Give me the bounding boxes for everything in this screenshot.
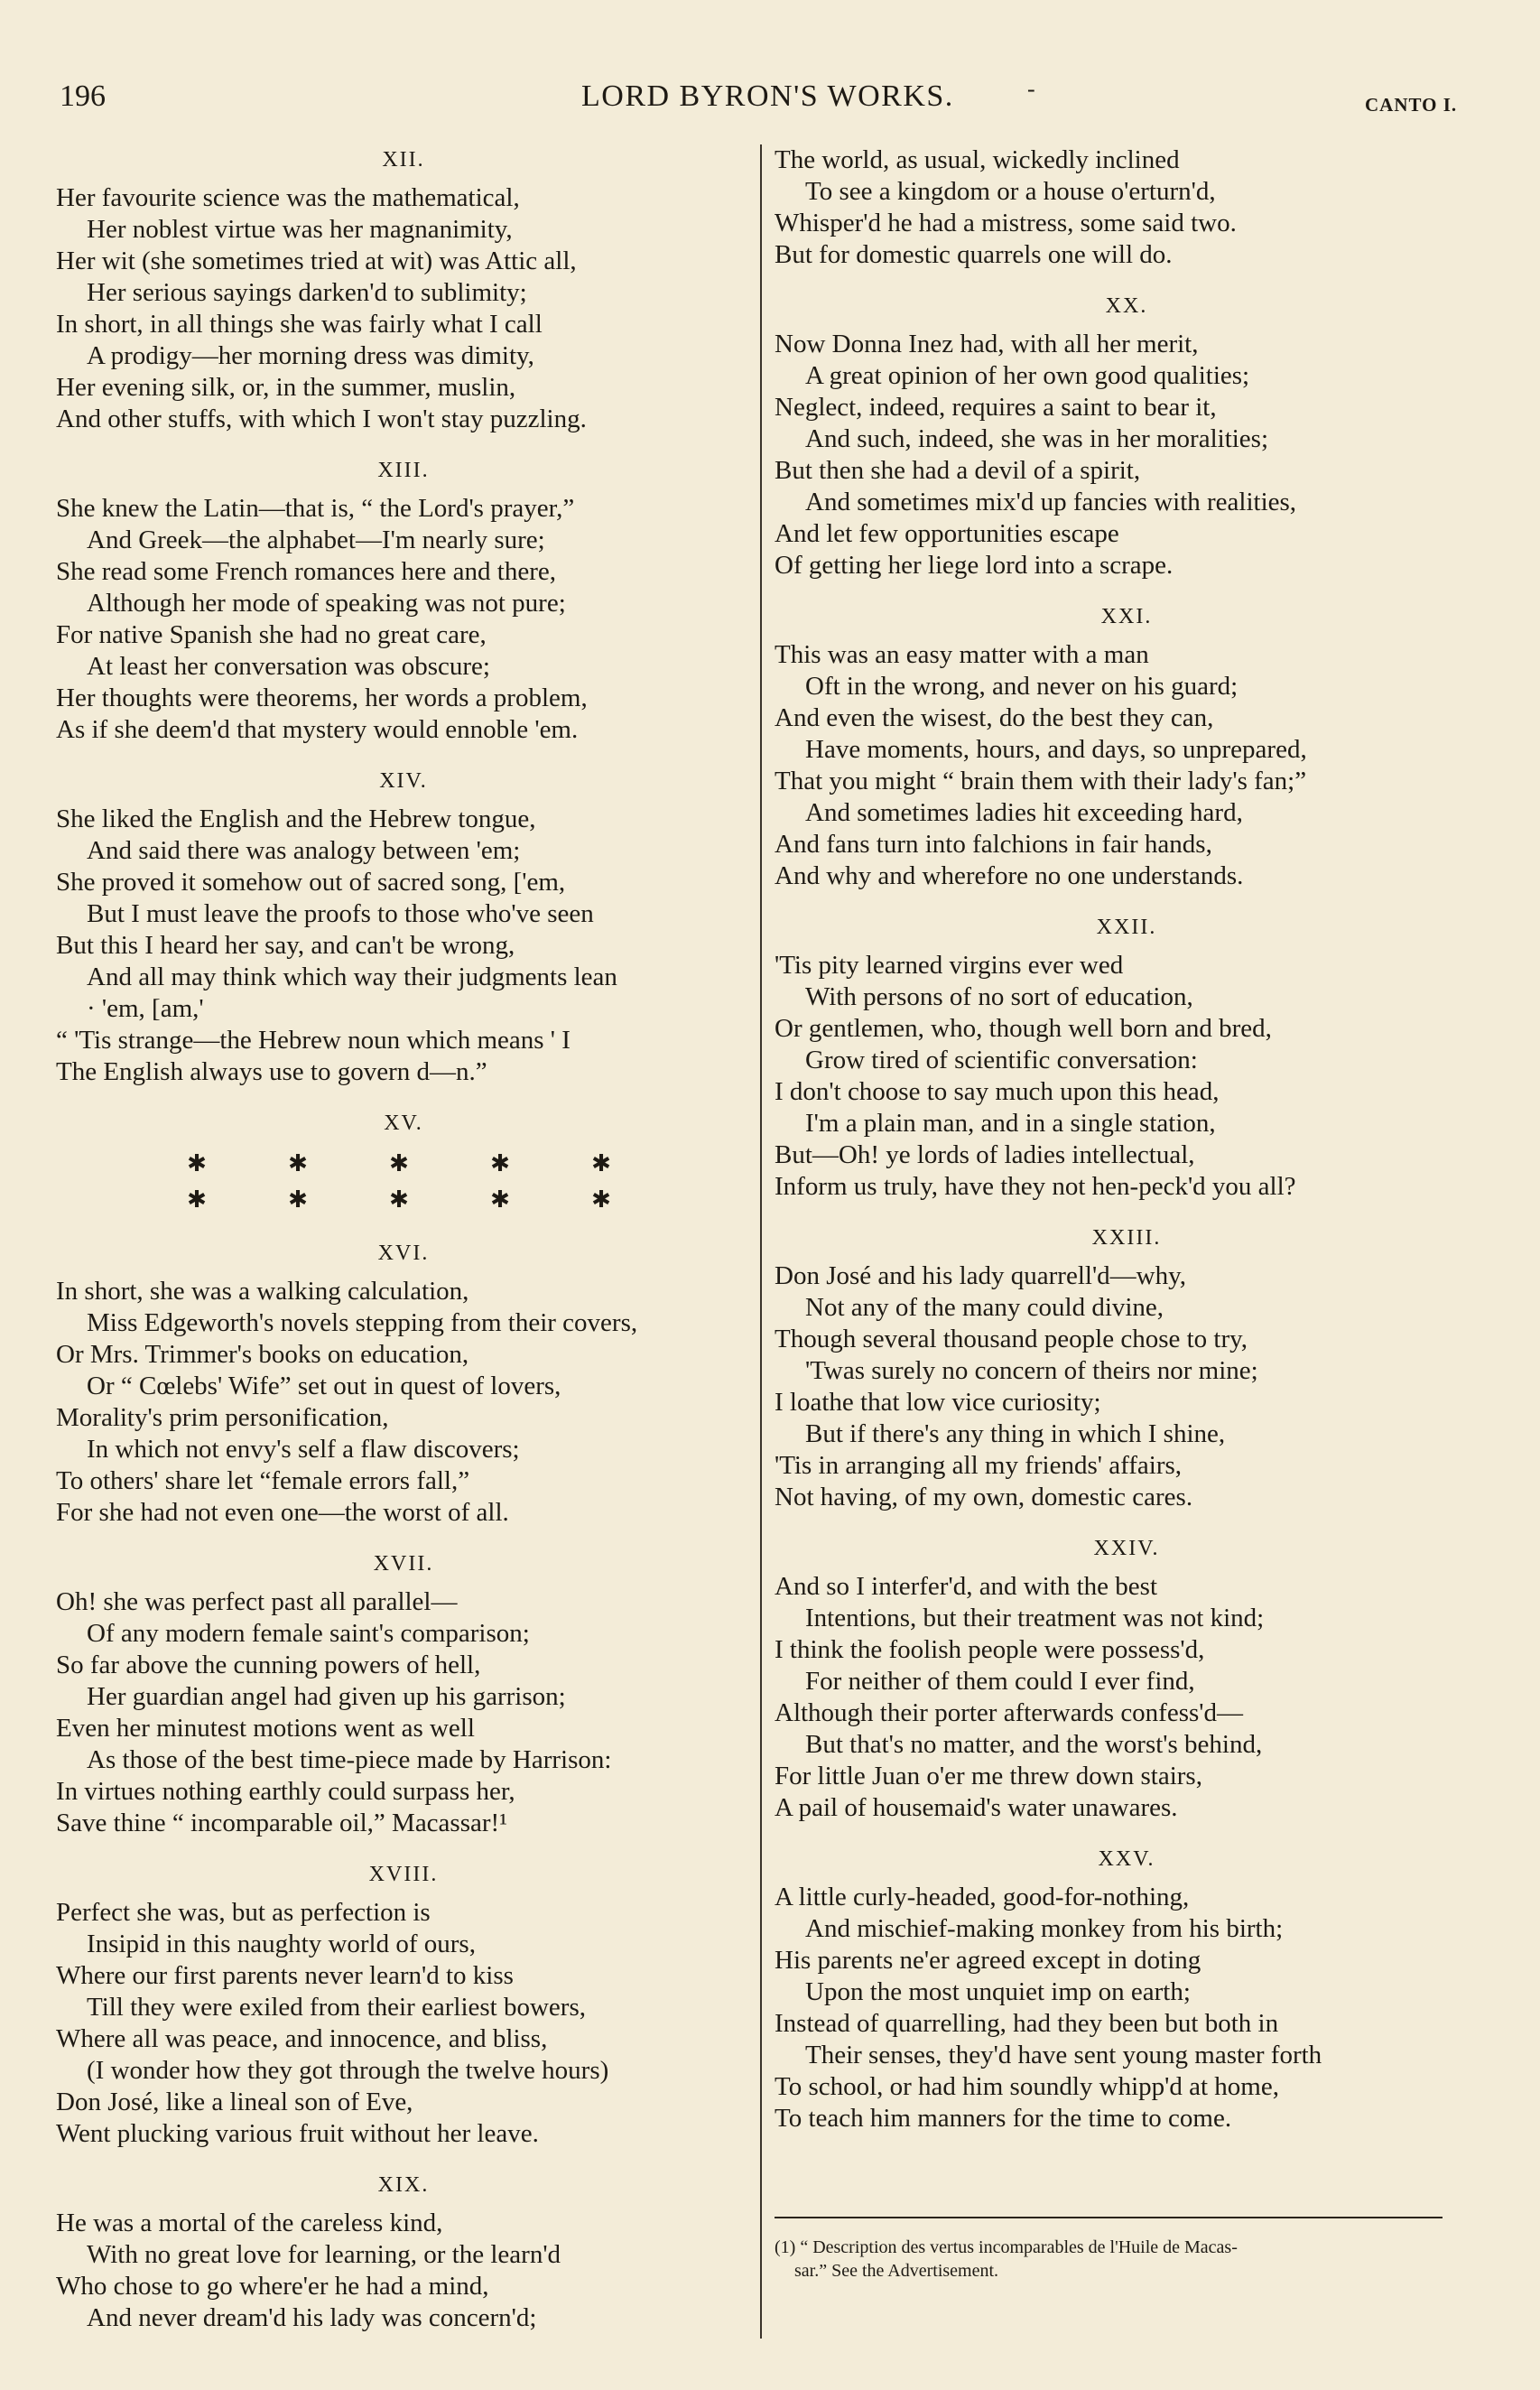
verse-line: Her noblest virtue was her magnanimity, [87,215,513,244]
verse-line: For neither of them could I ever find, [805,1667,1195,1696]
stanza [56,766,751,1088]
verse-line: Not any of the many could divine, [805,1293,1164,1322]
stanza [775,912,1479,1203]
verse-line: But for domestic quarrels one will do. [775,240,1173,269]
verse-line: And other stuffs, with which I won't stay puzzling. [56,405,587,433]
verse-line: But that's no matter, and the worst's behind, [805,1730,1263,1759]
verse-line: In virtues nothing earthly could surpass her, [56,1777,515,1806]
verse-line: In which not envy's self a flaw discovers; [87,1435,520,1464]
verse-line: But this I heard her say, and can't be wrong, [56,931,515,960]
left-column [56,144,751,2354]
verse-line: But I must leave the proofs to those who've seen [87,899,594,928]
asterisk: ✱ [389,1186,409,1213]
verse-line: Instead of quarrelling, had they been but both in [775,2009,1279,2038]
verse-line: For she had not even one—the worst of all. [56,1498,509,1527]
footnote-line-1: (1) “ Description des vertus incomparables de l'Huile de Macas- [775,2237,1238,2257]
asterisk: ✱ [187,1186,207,1213]
verse-line: 'Tis pity learned virgins ever wed [775,951,1124,980]
verse-line: Perfect she was, but as perfection is [56,1898,431,1927]
asterisk: ✱ [490,1150,510,1176]
stanza-number: XIV. [379,769,428,793]
asterisk: ✱ [591,1150,611,1176]
verse-line: Her evening silk, or, in the summer, muslin, [56,373,516,402]
stanza [56,144,751,435]
verse-line: But then she had a devil of a spirit, [775,456,1141,485]
verse-line: Till they were exiled from their earliest bowers, [87,1993,586,2022]
verse-line: And sometimes ladies hit exceeding hard, [805,798,1243,827]
verse-line: Inform us truly, have they not hen-peck'd you all? [775,1172,1296,1201]
stanza-number: XXIV. [1093,1537,1160,1560]
verse-line: Her favourite science was the mathematical, [56,183,520,212]
verse-line: Of any modern female saint's comparison; [87,1619,530,1648]
verse-line: · 'em, [am,' [87,994,204,1023]
verse-line: As if she deem'd that mystery would ennoble 'em. [56,715,579,744]
verse-line: And such, indeed, she was in her moralities; [805,424,1269,453]
verse-line: For little Juan o'er me threw down stairs, [775,1762,1202,1790]
verse-line: Though several thousand people chose to try, [775,1325,1248,1353]
verse-line: And mischief-making monkey from his birth; [805,1914,1284,1943]
page-number: 196 [60,79,106,113]
verse-line: (I wonder how they got through the twelve hours) [87,2056,609,2085]
header-dash: - [1027,76,1035,102]
verse-line: As those of the best time-piece made by Harrison: [87,1745,612,1774]
verse-line: Who chose to go where'er he had a mind, [56,2272,489,2301]
verse-line: She liked the English and the Hebrew tongue, [56,804,536,833]
right-column [775,144,1479,2154]
stanza [56,1859,751,2150]
verse-line: His parents ne'er agreed except in doting [775,1946,1201,1975]
footnote-rule [775,2217,1443,2218]
verse-line: Upon the most unquiet imp on earth; [805,1977,1191,2006]
canto-label: CANTO I. [1365,94,1458,116]
verse-line: Don José and his lady quarrell'd—why, [775,1261,1186,1290]
stanza [775,601,1479,892]
verse-line: 'Twas surely no concern of theirs nor mine; [805,1356,1258,1385]
asterisk: ✱ [389,1150,409,1176]
verse-line: And fans turn into falchions in fair hands, [775,830,1212,859]
stanza [775,1844,1479,2134]
verse-line: Grow tired of scientific conversation: [805,1046,1198,1074]
asterisk: ✱ [288,1150,308,1176]
verse-line: 'Tis in arranging all my friends' affairs, [775,1451,1183,1480]
verse-line: Miss Edgeworth's novels stepping from their covers, [87,1308,638,1337]
verse-line: She read some French romances here and there, [56,557,556,586]
asterism-row [146,1182,652,1218]
verse-line: And all may think which way their judgments lean [87,963,617,991]
stanza-number: XXIII. [1091,1226,1162,1250]
verse-line: Of getting her liege lord into a scrape. [775,551,1174,580]
verse-line: But if there's any thing in which I shine, [805,1419,1226,1448]
verse-line: At least her conversation was obscure; [87,652,490,681]
verse-line: A little curly-headed, good-for-nothing, [775,1883,1190,1911]
verse-line: She knew the Latin—that is, “ the Lord's prayer,” [56,494,575,523]
verse-line: To others' share let “female errors fall,” [56,1466,470,1495]
verse-line: Oft in the wrong, and never on his guard; [805,672,1238,701]
verse-line: Although her mode of speaking was not pure; [87,589,566,618]
verse-line: Insipid in this naughty world of ours, [87,1930,476,1958]
verse-line: A prodigy—her morning dress was dimity, [87,341,534,370]
verse-line: In short, she was a walking calculation, [56,1277,469,1306]
stanza-number: XXI. [1100,605,1153,628]
stanza-number: XXII. [1096,916,1157,939]
verse-line: Oh! she was perfect past all parallel— [56,1587,458,1616]
verse-line: The English always use to govern d—n.” [56,1057,487,1086]
verse-line: “ 'Tis strange—the Hebrew noun which means ' I [56,1026,571,1055]
stanza-number: XVIII. [368,1863,439,1886]
footnote [775,2236,1461,2283]
verse-line: Now Donna Inez had, with all her merit, [775,330,1199,358]
verse-line: Her thoughts were theorems, her words a problem, [56,684,588,712]
verse-line: He was a mortal of the careless kind, [56,2209,443,2237]
verse-line: For native Spanish she had no great care, [56,620,487,649]
verse-line: And let few opportunities escape [775,519,1119,548]
asterisk: ✱ [591,1186,611,1213]
stanza-number: XV. [384,1111,423,1135]
verse-line: Their senses, they'd have sent young master forth [805,2041,1322,2069]
verse-line: Neglect, indeed, requires a saint to bear it, [775,393,1217,422]
verse-line: To teach him manners for the time to come. [775,2104,1232,2133]
stanza-number: XII. [382,148,425,172]
stanza [775,144,1479,271]
stanza-number: XX. [1105,294,1148,318]
stanza-number: XVII. [373,1552,434,1576]
verse-line: I think the foolish people were possess'd, [775,1635,1205,1664]
verse-line: Her serious sayings darken'd to sublimity; [87,278,527,307]
verse-line: Don José, like a lineal son of Eve, [56,2088,413,2116]
verse-line: Even her minutest motions went as well [56,1714,475,1743]
verse-line: Went plucking various fruit without her leave. [56,2119,539,2148]
stanza [775,1223,1479,1513]
stanza-number: XIII. [377,459,430,482]
stanza [56,1548,751,1839]
verse-line: To see a kingdom or a house o'erturn'd, [805,177,1216,206]
verse-line: But—Oh! ye lords of ladies intellectual, [775,1140,1195,1169]
verse-line: And Greek—the alphabet—I'm nearly sure; [87,525,545,554]
running-title: LORD BYRON'S WORKS. [581,79,954,113]
verse-line: And so I interfer'd, and with the best [775,1572,1158,1601]
verse-line: And why and wherefore no one understands. [775,861,1244,890]
verse-line: I loathe that low vice curiosity; [775,1388,1101,1417]
stanza [56,1238,751,1529]
verse-line: Or “ Cœlebs' Wife” set out in quest of lovers, [87,1372,561,1400]
verse-line: Where our first parents never learn'd to kiss [56,1961,514,1990]
verse-line: To school, or had him soundly whipp'd at home, [775,2072,1279,2101]
stanza [775,291,1479,581]
verse-line: Have moments, hours, and days, so unprepared, [805,735,1307,764]
verse-line: So far above the cunning powers of hell, [56,1651,481,1679]
stanza-number: XVI. [377,1241,430,1265]
verse-line: Her wit (she sometimes tried at wit) was Attic all, [56,246,577,275]
verse-line: I'm a plain man, and in a single station, [805,1109,1216,1138]
stanza-number: XXV. [1098,1847,1155,1871]
verse-line: Whisper'd he had a mistress, some said two. [775,209,1237,237]
verse-line: And never dream'd his lady was concern'd; [87,2303,537,2332]
verse-line: With no great love for learning, or the learn'd [87,2240,561,2269]
verse-line: Not having, of my own, domestic cares. [775,1483,1193,1511]
verse-line: That you might “ brain them with their lady's fan;” [775,767,1307,795]
column-divider [760,144,762,2339]
verse-line: And said there was analogy between 'em; [87,836,521,865]
verse-line: And even the wisest, do the best they can, [775,703,1214,732]
footnote-line-2: sar.” See the Advertisement. [794,2261,999,2281]
stanza-number: XIX. [377,2173,430,2197]
verse-line: Where all was peace, and innocence, and bliss, [56,2024,548,2053]
stanza [56,455,751,746]
verse-line: This was an easy matter with a man [775,640,1149,669]
verse-line: Save thine “ incomparable oil,” Macassar!¹ [56,1809,507,1837]
verse-line: With persons of no sort of education, [805,982,1193,1011]
verse-line: Her guardian angel had given up his garrison; [87,1682,566,1711]
stanza [56,2170,751,2334]
stanza [56,1108,751,1218]
asterisk: ✱ [187,1150,207,1176]
asterisk: ✱ [288,1186,308,1213]
verse-line: Morality's prim personification, [56,1403,389,1432]
verse-line: Although their porter afterwards confess'd— [775,1698,1244,1727]
verse-line: I don't choose to say much upon this head, [775,1077,1220,1106]
verse-line: The world, as usual, wickedly inclined [775,145,1180,174]
verse-line: A great opinion of her own good qualities; [805,361,1250,390]
running-header [60,76,1486,125]
stanza [775,1533,1479,1824]
verse-line: Or Mrs. Trimmer's books on education, [56,1340,469,1369]
asterism-row [146,1146,652,1182]
verse-line: And sometimes mix'd up fancies with realities, [805,488,1297,516]
verse-line: A pail of housemaid's water unawares. [775,1793,1178,1822]
verse-line: Or gentlemen, who, though well born and bred, [775,1014,1272,1043]
verse-line: Intentions, but their treatment was not kind; [805,1604,1265,1632]
verse-line: She proved it somehow out of sacred song, ['em, [56,868,566,897]
asterisk: ✱ [490,1186,510,1213]
verse-line: In short, in all things she was fairly what I call [56,310,543,339]
